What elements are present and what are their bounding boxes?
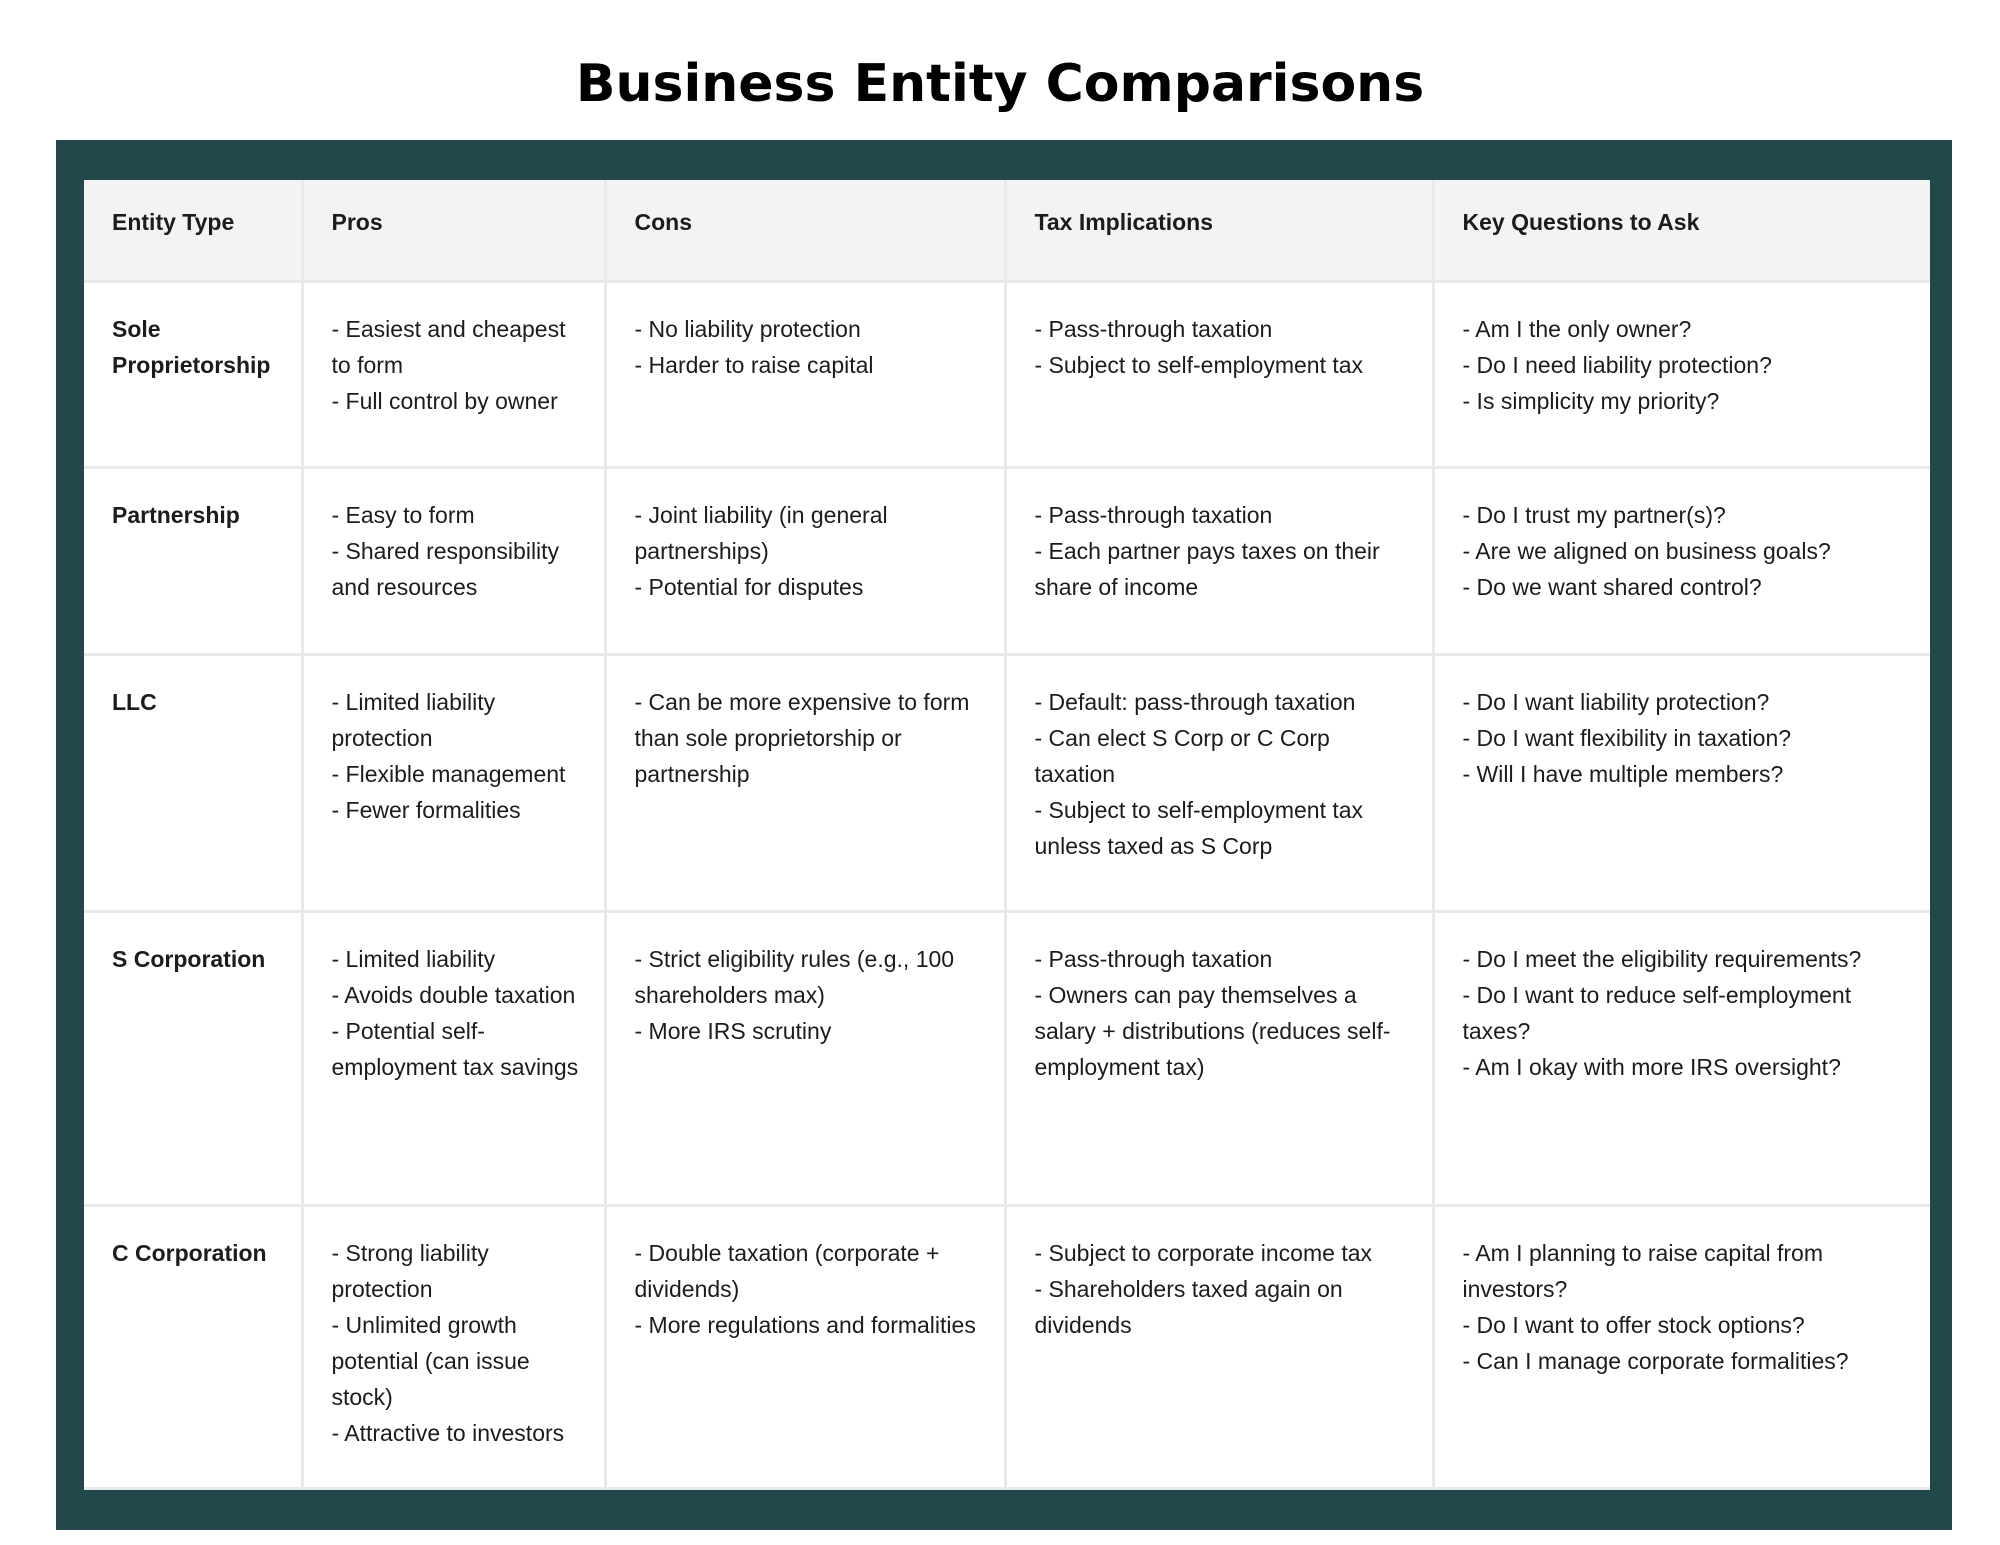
tax-item: - Pass-through taxation	[1034, 316, 1273, 342]
cons-cell	[605, 1205, 1005, 1488]
question-item: - Am I okay with more IRS oversight?	[1462, 1054, 1841, 1081]
questions-cell	[1433, 1205, 1930, 1488]
question-item: - Am I the only owner?	[1462, 316, 1692, 342]
question-item: - Are we aligned on business goals?	[1462, 537, 1831, 564]
pros-item: - Potential self-employment tax savings	[331, 1018, 579, 1081]
tax-item: - Can elect S Corp or C Corp taxation	[1034, 724, 1330, 787]
pros-item: - Shared responsibility and resources	[331, 537, 560, 600]
question-item: - Am I planning to raise capital from investors?	[1462, 1239, 1823, 1302]
tax-item: - Pass-through taxation	[1034, 501, 1273, 528]
entity-name: Sole Proprietorship	[112, 316, 271, 378]
cons-item: - Strict eligibility rules (e.g., 100 shareholders max)	[634, 946, 955, 1009]
pros-item: - Avoids double taxation	[331, 982, 576, 1009]
tax-item: - Shareholders taxed again on dividends	[1034, 1275, 1343, 1338]
table-header-row	[84, 180, 1930, 282]
table-row-sole-proprietorship	[84, 282, 1930, 468]
header-key-questions: Key Questions to Ask	[1433, 180, 1930, 282]
pros-item: - Limited liability protection	[331, 688, 496, 751]
pros-cell	[302, 1205, 605, 1488]
entity-cell	[84, 467, 302, 654]
questions-cell	[1433, 654, 1930, 912]
pros-item: - Strong liability protection	[331, 1239, 489, 1302]
entity-name: S Corporation	[112, 946, 266, 973]
cons-item: - More IRS scrutiny	[634, 1018, 832, 1045]
question-item: - Do I need liability protection?	[1462, 352, 1772, 378]
entity-name: LLC	[112, 688, 157, 715]
pros-item: - Unlimited growth potential (can issue stock)	[331, 1311, 530, 1410]
cons-item: - Can be more expensive to form than sole proprietorship or partnership	[634, 688, 970, 787]
tax-item: - Owners can pay themselves a salary + distributions (reduces self-employment tax)	[1034, 982, 1391, 1081]
comparison-table-container	[84, 180, 1930, 1490]
header-entity-type: Entity Type	[84, 180, 302, 282]
entity-name: C Corporation	[112, 1239, 267, 1266]
header-tax-implications: Tax Implications	[1005, 180, 1433, 282]
question-item: - Do I want to reduce self-employment taxes?	[1462, 982, 1852, 1045]
cons-cell	[605, 912, 1005, 1205]
question-item: - Do I want to offer stock options?	[1462, 1311, 1805, 1338]
question-item: - Do we want shared control?	[1462, 573, 1762, 600]
tax-cell	[1005, 467, 1433, 654]
tax-item: - Subject to corporate income tax	[1034, 1239, 1372, 1266]
tax-cell	[1005, 654, 1433, 912]
pros-cell	[302, 654, 605, 912]
pros-item: - Flexible management	[331, 760, 566, 787]
pros-item: - Easiest and cheapest to form	[331, 316, 566, 378]
table-row-c-corporation	[84, 1205, 1930, 1488]
cons-item: - Harder to raise capital	[634, 352, 874, 378]
tax-item: - Default: pass-through taxation	[1034, 688, 1356, 715]
pros-cell	[302, 912, 605, 1205]
pros-item: - Full control by owner	[331, 388, 558, 414]
header-cons: Cons	[605, 180, 1005, 282]
comparison-table	[84, 180, 1930, 1490]
table-row-partnership	[84, 467, 1930, 654]
pros-cell	[302, 467, 605, 654]
entity-cell	[84, 282, 302, 468]
cons-item: - Potential for disputes	[634, 573, 864, 600]
question-item: - Will I have multiple members?	[1462, 760, 1784, 787]
tax-cell	[1005, 912, 1433, 1205]
tax-item: - Pass-through taxation	[1034, 946, 1273, 973]
pros-item: - Fewer formalities	[331, 796, 521, 823]
tax-item: - Subject to self-employment tax	[1034, 352, 1364, 378]
table-row-llc	[84, 654, 1930, 912]
question-item: - Do I meet the eligibility requirements?	[1462, 946, 1862, 973]
questions-cell	[1433, 467, 1930, 654]
cons-item: - No liability protection	[634, 316, 861, 342]
entity-name: Partnership	[112, 501, 240, 528]
tax-cell	[1005, 1205, 1433, 1488]
cons-item: - More regulations and formalities	[634, 1311, 976, 1338]
cons-item: - Double taxation (corporate + dividends)	[634, 1239, 940, 1302]
entity-cell	[84, 1205, 302, 1488]
cons-cell	[605, 467, 1005, 654]
questions-cell	[1433, 282, 1930, 468]
questions-cell	[1433, 912, 1930, 1205]
question-item: - Do I want liability protection?	[1462, 688, 1770, 715]
question-item: - Do I trust my partner(s)?	[1462, 501, 1726, 528]
question-item: - Is simplicity my priority?	[1462, 388, 1720, 414]
pros-item: - Attractive to investors	[331, 1419, 565, 1446]
page-title: Business Entity Comparisons	[575, 54, 1425, 114]
entity-cell	[84, 912, 302, 1205]
pros-cell	[302, 282, 605, 468]
question-item: - Can I manage corporate formalities?	[1462, 1347, 1849, 1374]
tax-item: - Subject to self-employment tax unless taxed as S Corp	[1034, 796, 1364, 859]
tax-item: - Each partner pays taxes on their share of income	[1034, 537, 1380, 600]
cons-cell	[605, 654, 1005, 912]
cons-cell	[605, 282, 1005, 468]
entity-cell	[84, 654, 302, 912]
header-pros: Pros	[302, 180, 605, 282]
tax-cell	[1005, 282, 1433, 468]
table-row-s-corporation	[84, 912, 1930, 1205]
pros-item: - Easy to form	[331, 501, 475, 528]
question-item: - Do I want flexibility in taxation?	[1462, 724, 1792, 751]
cons-item: - Joint liability (in general partnerships)	[634, 501, 888, 564]
pros-item: - Limited liability	[331, 946, 496, 973]
